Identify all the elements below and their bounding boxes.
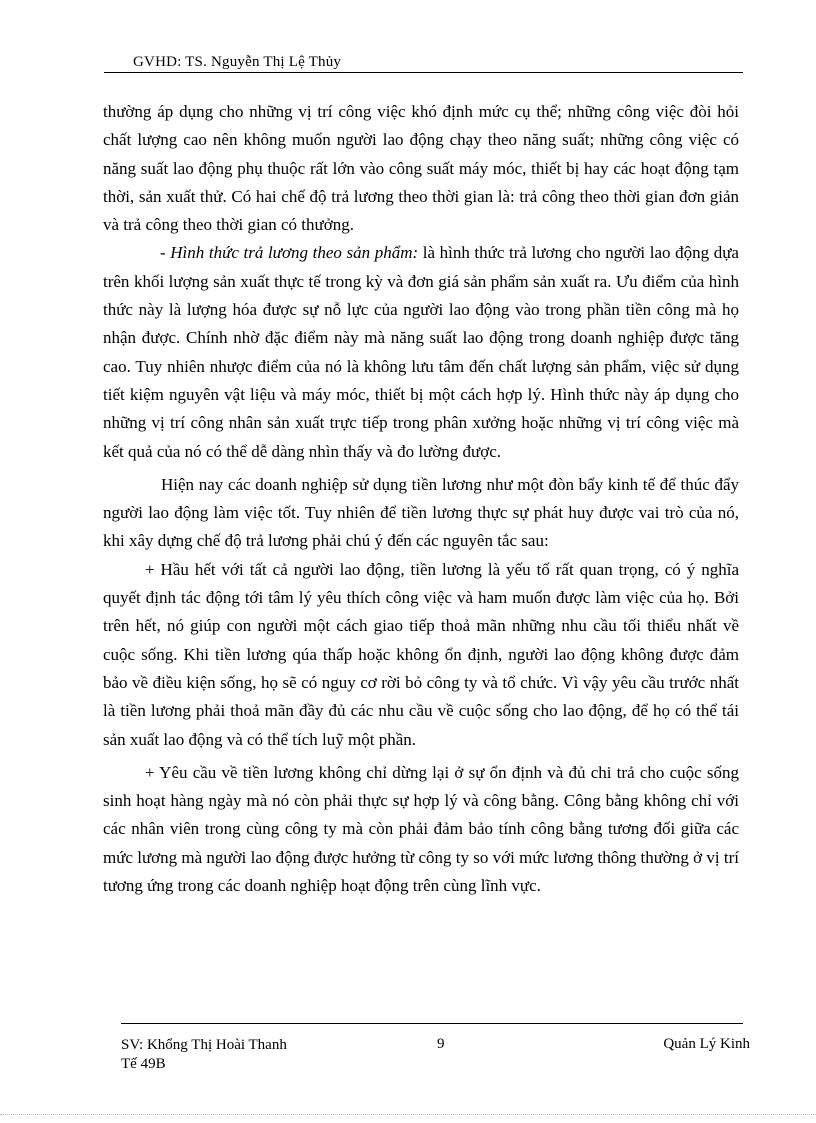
body-text xyxy=(103,98,739,900)
paragraph-1: thường áp dụng cho những vị trí công việc khó định mức cụ thể; những công việc đòi hỏi chất lượng cao nên không muốn người lao động chạy theo năng suất; những công việc có năng suất lao động phụ thuộc rất lớn vào công suất máy móc, thiết bị hay các hoạt động tạm thời, sản xuất thử. Có hai chế độ trả lương theo thời gian là: trả công theo thời gian đơn giản và trả công theo thời gian có thưởng. xyxy=(103,102,739,235)
footer-department: Quản Lý Kinh xyxy=(663,1036,750,1052)
paragraph-5: + Yêu cầu về tiền lương không chỉ dừng lại ở sự ổn định và đủ chi trả cho cuộc sống sinh hoạt hàng ngày mà nó còn phải thực sự hợp lý và công bằng. Công bằng không chỉ với các nhân viên trong cùng công ty mà còn phải đảm bảo tính công bằng tương đối giữa các mức lương mà người lao động được hưởng từ công ty so với mức lương thông thường ở vị trí tương ứng trong các doanh nghiệp hoạt động trên cùng lĩnh vực. xyxy=(103,762,739,896)
paragraph-3: Hiện nay các doanh nghiệp sử dụng tiền lương như một đòn bẩy kinh tế để thúc đẩy người lao động làm việc tốt. Tuy nhiên để tiền lương thực sự phát huy được vai trò của nó, khi xây dựng chế độ trả lương phải chú ý đến các nguyên tắc sau: xyxy=(103,474,739,551)
paragraph-2-text: là hình thức trả lương cho người lao động dựa trên khối lượng sản xuất thực tế trong kỳ và đơn giá sản phẩm sản xuất ra. Ưu điểm của hình thức này là lượng hóa được sự nỗ lực của người lao động vào trong phần tiền công mà họ nhận được. Chính nhờ đặc điểm này mà năng suất lao động trong doanh nghiệp được tăng cao. Tuy nhiên nhược điểm của nó là không lưu tâm đến chất lượng sản phẩm, việc sử dụng tiết kiệm nguyên vật liệu và máy móc, thiết bị một cách hợp lý. Hình thức này áp dụng cho những vị trí công nhân sản xuất trực tiếp trong phân xưởng hoặc những vị trí công việc mà kết quả của nó có thể dễ dàng nhìn thấy và đo lường được. xyxy=(103,243,739,461)
paragraph-2 xyxy=(103,239,739,465)
footer-student-class: Tế 49B xyxy=(121,1056,166,1072)
paragraph-4: + Hầu hết với tất cả người lao động, tiền lương là yếu tố rất quan trọng, có ý nghĩa quyết định tác động tới tâm lý yêu thích công việc và ham muốn được làm việc của họ. Bởi trên hết, nó giúp con người một cách giao tiếp thoả mãn những nhu cầu tối thiểu nhất về cuộc sống. Khi tiền lương qúa thấp hoặc không ổn định, người lao động không được đảm bảo về điều kiện sống, họ sẽ có nguy cơ rời bỏ công ty và tổ chức. Vì vậy yêu cầu trước nhất là tiền lương phải thoả mãn đầy đủ các nhu cầu về cuộc sống cho lao động, để họ có thể tái sản xuất lao động và có thể tích luỹ một phần. xyxy=(103,559,739,749)
footer-divider xyxy=(121,1023,743,1024)
footer-student xyxy=(121,1036,287,1074)
header-divider xyxy=(104,72,743,73)
page-bottom-border xyxy=(0,1114,816,1115)
header-supervisor: GVHD: TS. Nguyễn Thị Lệ Thủy xyxy=(133,54,342,70)
paragraph-2-heading: - Hình thức trả lương theo sản phẩm: xyxy=(160,243,419,263)
page-number: 9 xyxy=(437,1036,445,1052)
footer-student-name: SV: Khổng Thị Hoài Thanh xyxy=(121,1037,287,1053)
